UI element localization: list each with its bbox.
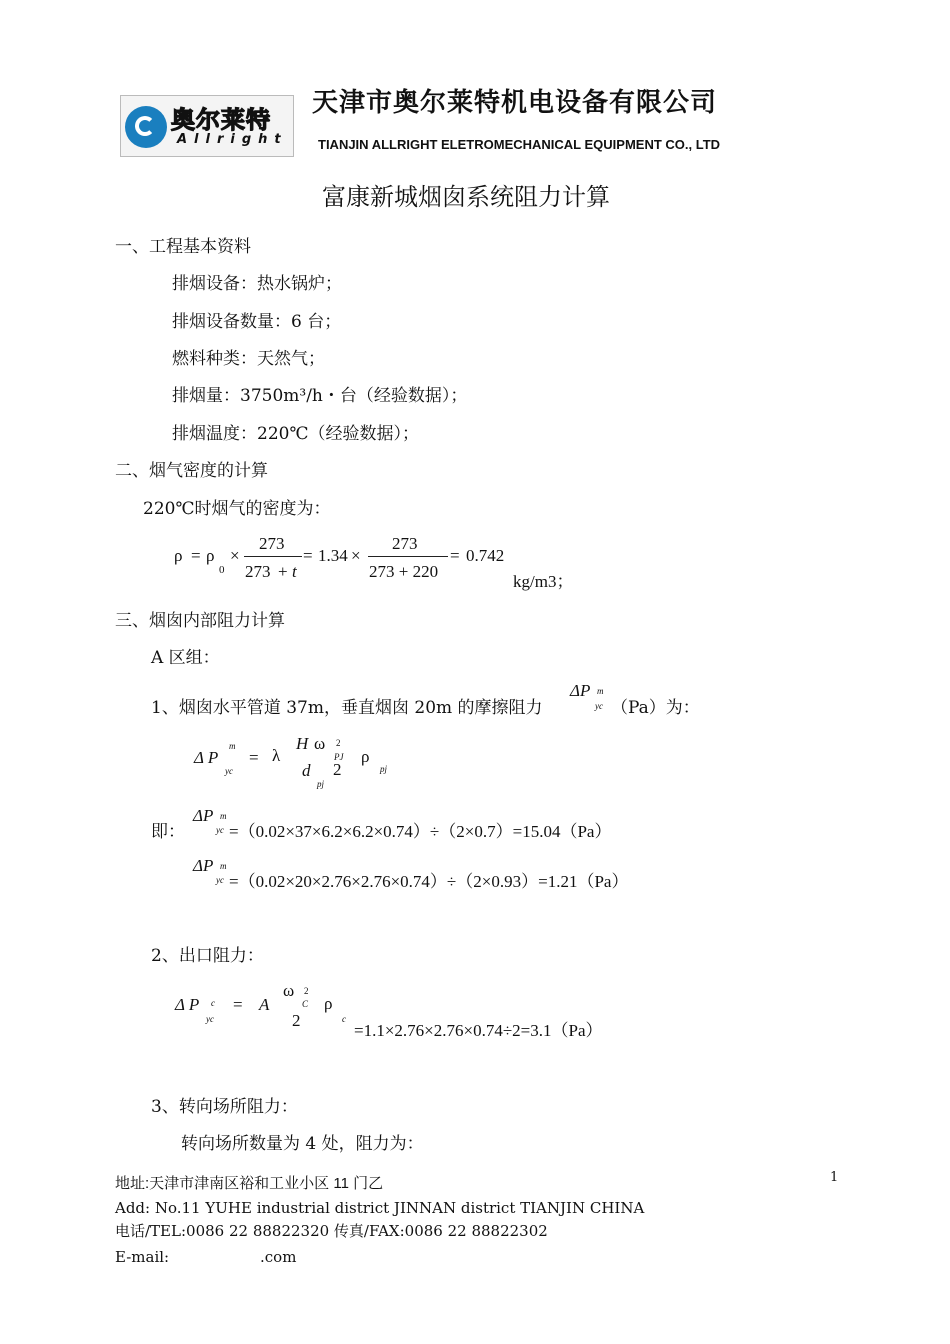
ff-H: H xyxy=(296,734,309,753)
ff-rho-sub: pj xyxy=(380,764,388,774)
fraction2-numerator: 273 xyxy=(392,534,418,553)
calc1-text: =（0.02×37×6.2×6.2×0.74）÷（2×0.7）=15.04（Pa） xyxy=(229,822,612,841)
footer-email-domain: .com xyxy=(260,1248,297,1266)
calc2-sup: m xyxy=(220,861,227,871)
of-two: 2 xyxy=(292,1011,301,1030)
fraction1-plus: + xyxy=(278,562,288,581)
ff-omega: ω xyxy=(314,734,326,753)
company-name-cn: 天津市奥尔莱特机电设备有限公司 xyxy=(312,88,718,118)
density-result: 0.742 xyxy=(466,546,505,565)
ji-label: 即： xyxy=(151,822,185,842)
times-1: × xyxy=(230,546,240,565)
of-rho: ρ xyxy=(324,994,333,1013)
footer-address-en: Add: No.11 YUHE industrial district JINNAN district TIANJIN CHINA xyxy=(115,1199,645,1217)
section1-heading: 一、工程基本资料 xyxy=(115,237,251,257)
item2-heading: 2、出口阻力： xyxy=(151,946,264,966)
ff-rho: ρ xyxy=(361,747,370,766)
ff-equals: = xyxy=(249,748,259,767)
section2-heading: 二、烟气密度的计算 xyxy=(115,461,268,481)
section1-line-3: 燃料种类：天然气； xyxy=(172,349,325,369)
fraction1-numerator: 273 xyxy=(259,534,285,553)
page-number: 1 xyxy=(830,1170,839,1185)
ff-sub-yc: yc xyxy=(225,766,233,776)
logo-en-text: Allright xyxy=(177,132,288,147)
times-2: × xyxy=(351,546,361,565)
of-C: C xyxy=(302,999,309,1009)
section1-line-1: 排烟设备：热水锅炉； xyxy=(172,274,342,294)
of-sub-yc: yc xyxy=(206,1014,214,1024)
item1-dp-sup: m xyxy=(597,686,604,696)
ff-two: 2 xyxy=(333,760,342,779)
of-rho-sub: c xyxy=(342,1014,346,1024)
section3-heading: 三、烟囱内部阻力计算 xyxy=(115,611,285,631)
calc2-text: =（0.02×20×2.76×2.76×0.74）÷（2×0.93）=1.21（Pa） xyxy=(229,872,629,891)
group-a-label: A 区组： xyxy=(151,648,220,668)
item1-text: 1、烟囱水平管道 37m，垂直烟囱 20m 的摩擦阻力 xyxy=(151,698,543,718)
equals-3: = xyxy=(450,546,460,565)
fraction1-bar xyxy=(244,556,302,557)
footer-tel-fax: 电话/TEL:0086 22 88822320 传真/FAX:0086 22 88822302 xyxy=(115,1222,548,1240)
rho0-symbol: ρ xyxy=(206,546,215,565)
item1-dp-symbol: ΔP xyxy=(570,681,591,700)
company-name-en: TIANJIN ALLRIGHT ELETROMECHANICAL EQUIPMENT CO., LTD xyxy=(318,137,721,152)
coefficient: 1.34 xyxy=(318,546,348,565)
document-title: 富康新城烟囱系统阻力计算 xyxy=(322,183,610,211)
outlet-calc: =1.1×2.76×2.76×0.74÷2=3.1（Pa） xyxy=(354,1021,603,1040)
equals-2: = xyxy=(303,546,313,565)
section1-line-2: 排烟设备数量：6 台； xyxy=(172,312,342,332)
of-A: A xyxy=(259,995,270,1014)
fraction1-denominator-t: t xyxy=(292,562,297,581)
ff-dp: Δ P xyxy=(194,748,219,767)
logo-cn-text: 奥尔莱特 xyxy=(171,106,271,134)
calc1-sub: yc xyxy=(216,825,224,835)
calc1-sup: m xyxy=(220,811,227,821)
logo-swirl-icon xyxy=(125,106,167,148)
ff-lambda: λ xyxy=(272,746,281,765)
item1-dp-sub: yc xyxy=(595,701,603,711)
ff-PJ: PJ xyxy=(334,752,344,762)
of-equals: = xyxy=(233,995,243,1014)
of-square: 2 xyxy=(304,986,309,996)
calc2-sub: yc xyxy=(216,875,224,885)
ff-d: d xyxy=(302,761,311,780)
fraction2-bar xyxy=(368,556,448,557)
rho0-subscript: 0 xyxy=(219,564,225,576)
item3-heading: 3、转向场所阻力： xyxy=(151,1097,298,1117)
section2-intro: 220℃时烟气的密度为： xyxy=(143,499,331,519)
item1-text-tail: （Pa）为： xyxy=(611,698,700,718)
fraction1-denominator-num: 273 xyxy=(245,562,271,581)
density-unit: kg/m3； xyxy=(513,572,574,591)
ff-sup-m: m xyxy=(229,741,236,751)
ff-square: 2 xyxy=(336,738,341,748)
footer-address-cn: 地址:天津市津南区裕和工业小区 11 门乙 xyxy=(115,1175,384,1192)
rho-symbol: ρ xyxy=(174,546,183,565)
footer-email-label: E-mail: xyxy=(115,1248,170,1266)
section1-line-4: 排烟量：3750m³/h・台（经验数据）； xyxy=(172,386,468,406)
fraction2-denominator: 273 + 220 xyxy=(369,562,439,581)
calc2-dp: ΔP xyxy=(193,856,214,875)
of-dp: Δ P xyxy=(175,995,200,1014)
company-logo xyxy=(120,95,294,157)
equals-1: = xyxy=(191,546,201,565)
item3-text: 转向场所数量为 4 处，阻力为： xyxy=(181,1134,424,1154)
ff-sub-pj: pj xyxy=(317,779,325,789)
section1-line-5: 排烟温度：220℃（经验数据）； xyxy=(172,424,419,444)
calc1-dp: ΔP xyxy=(193,806,214,825)
of-sup-c: c xyxy=(211,998,215,1008)
of-omega: ω xyxy=(283,981,295,1000)
